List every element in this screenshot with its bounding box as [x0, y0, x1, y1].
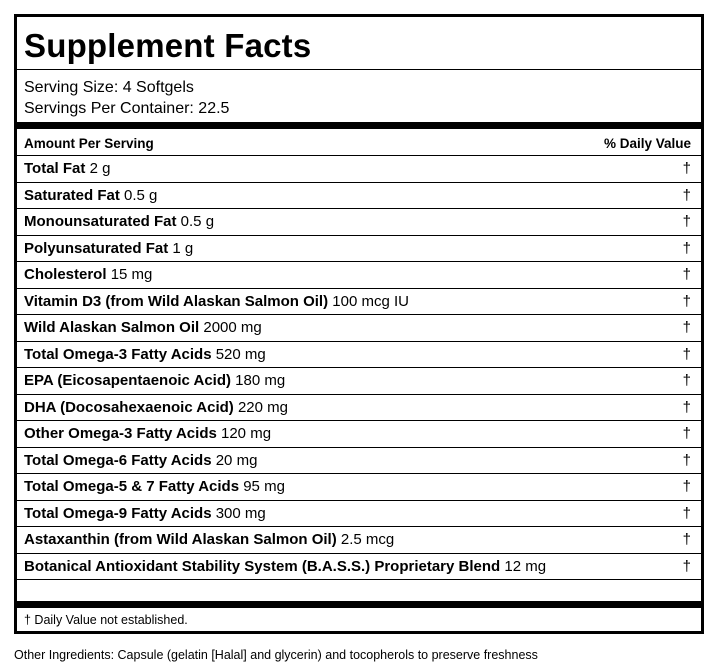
- daily-value-dagger: †: [682, 398, 691, 416]
- nutrient-name: Cholesterol: [24, 266, 107, 283]
- nutrient-row: [17, 527, 701, 554]
- nutrient-row: [17, 209, 701, 236]
- daily-value-dagger: †: [682, 292, 691, 310]
- daily-value-dagger: †: [682, 425, 691, 442]
- daily-value-dagger: †: [682, 319, 691, 336]
- nutrient-amount: 0.5 g: [124, 186, 158, 204]
- nutrient-row: [17, 183, 701, 210]
- servings-per-container: Servings Per Container: 22.5: [24, 100, 230, 117]
- supplement-facts-panel: [14, 14, 704, 634]
- nutrient-name: Other Omega-3 Fatty Acids: [24, 425, 217, 442]
- nutrient-row: [17, 395, 701, 422]
- daily-value-dagger: †: [682, 266, 691, 283]
- nutrient-name: Total Omega-3 Fatty Acids: [24, 345, 212, 363]
- panel-title: Supplement Facts: [24, 27, 312, 64]
- daily-value-dagger: †: [682, 478, 691, 495]
- nutrient-amount: 120 mg: [221, 425, 272, 442]
- thick-divider-top: [17, 122, 701, 129]
- nutrient-name: Monounsaturated Fat: [24, 213, 177, 230]
- nutrient-row: [17, 156, 701, 183]
- nutrient-amount: 520 mg: [215, 345, 266, 363]
- nutrient-amount: 2000 mg: [203, 319, 262, 336]
- nutrient-row: [17, 315, 701, 342]
- nutrient-row: [17, 342, 701, 369]
- daily-value-dagger: †: [682, 557, 691, 575]
- daily-value-dagger: †: [682, 504, 691, 522]
- nutrient-amount: 1 g: [172, 239, 194, 257]
- nutrient-row: [17, 554, 701, 581]
- nutrient-row: [17, 421, 701, 448]
- nutrient-row: [17, 289, 701, 316]
- nutrient-row: [17, 474, 701, 501]
- nutrient-row: [17, 236, 701, 263]
- nutrient-name: Total Omega-9 Fatty Acids: [24, 504, 212, 522]
- footnote: † Daily Value not established.: [24, 613, 188, 627]
- daily-value-dagger: †: [682, 345, 691, 363]
- nutrient-amount: 180 mg: [235, 372, 286, 389]
- serving-size: Serving Size: 4 Softgels: [24, 79, 194, 96]
- nutrient-name: EPA (Eicosapentaenoic Acid): [24, 372, 231, 389]
- nutrient-amount: 100 mcg IU: [332, 292, 409, 310]
- nutrient-name: Vitamin D3 (from Wild Alaskan Salmon Oil): [24, 292, 329, 310]
- serving-info: [24, 77, 229, 119]
- nutrient-amount: 15 mg: [110, 266, 153, 283]
- daily-value-dagger: †: [682, 531, 691, 548]
- daily-value-dagger: †: [682, 372, 691, 389]
- nutrient-amount: 220 mg: [237, 398, 288, 416]
- nutrient-name: DHA (Docosahexaenoic Acid): [24, 398, 234, 416]
- daily-value-dagger: †: [682, 186, 691, 204]
- column-header: [17, 133, 701, 155]
- daily-value-dagger: †: [682, 213, 691, 230]
- nutrient-name: Total Omega-5 & 7 Fatty Acids: [24, 478, 240, 495]
- daily-value-dagger: †: [682, 239, 691, 257]
- daily-value-dagger: †: [682, 451, 691, 469]
- nutrient-amount: 20 mg: [215, 451, 258, 469]
- nutrient-amount: 12 mg: [504, 557, 547, 575]
- amount-per-serving-header: Amount Per Serving: [24, 136, 154, 151]
- nutrient-name: Total Omega-6 Fatty Acids: [24, 451, 212, 469]
- daily-value-header: % Daily Value: [603, 136, 691, 151]
- nutrient-table: [17, 156, 701, 580]
- nutrient-name: Polyunsaturated Fat: [24, 239, 169, 257]
- nutrient-amount: 0.5 g: [180, 213, 215, 230]
- nutrient-name: Total Fat: [24, 160, 86, 177]
- nutrient-amount: 2 g: [89, 160, 111, 177]
- nutrient-row: [17, 262, 701, 289]
- other-ingredients: Other Ingredients: Capsule (gelatin [Halal] and glycerin) and tocopherols to preserve freshness: [14, 648, 538, 662]
- nutrient-amount: 300 mg: [215, 504, 266, 522]
- daily-value-dagger: †: [682, 160, 691, 177]
- nutrient-name: Astaxanthin (from Wild Alaskan Salmon Oil): [24, 531, 337, 548]
- nutrient-row: [17, 368, 701, 395]
- nutrient-name: Wild Alaskan Salmon Oil: [24, 319, 200, 336]
- nutrient-name: Botanical Antioxidant Stability System (B.A.S.S.) Proprietary Blend: [24, 557, 501, 575]
- thick-divider-bottom: [17, 601, 701, 608]
- nutrient-row: [17, 448, 701, 475]
- nutrient-amount: 2.5 mcg: [340, 531, 395, 548]
- title-divider: [17, 69, 701, 70]
- nutrient-amount: 95 mg: [243, 478, 285, 495]
- nutrient-name: Saturated Fat: [24, 186, 120, 204]
- nutrient-row: [17, 501, 701, 528]
